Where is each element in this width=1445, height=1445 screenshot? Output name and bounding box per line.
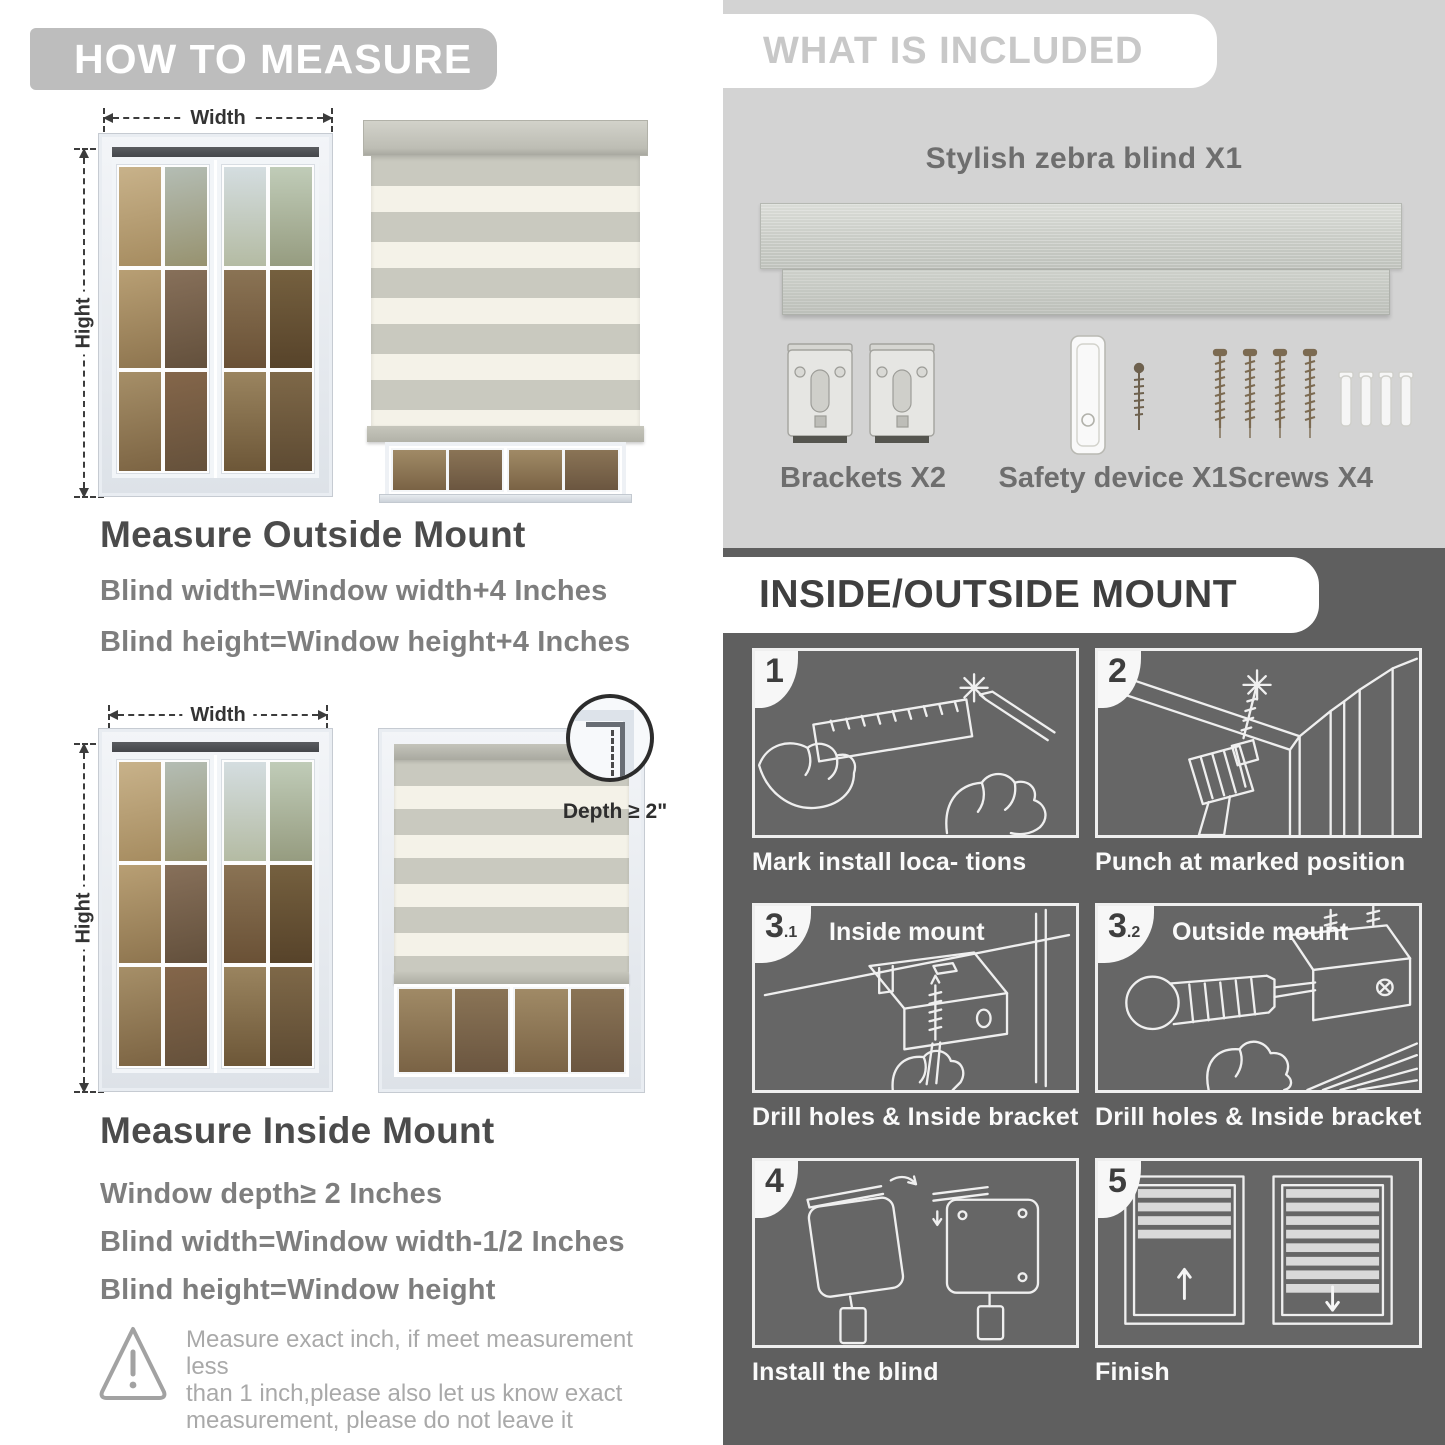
height-label: Hight [73, 886, 96, 949]
inside-outside-mount-header: INSIDE/OUTSIDE MOUNT [723, 557, 1319, 633]
window-sash-right [217, 160, 319, 478]
window-pane [119, 762, 161, 861]
step-badge: 3 .1 [755, 906, 811, 963]
window-pane [224, 167, 266, 266]
step-panel-1 [752, 648, 1079, 838]
window-pane [224, 762, 266, 861]
window-pane [119, 270, 161, 369]
window-sash-right [217, 755, 319, 1073]
blind-bottom-rail [394, 972, 629, 984]
step-caption-3-1: Drill holes & Inside bracket [752, 1103, 1079, 1131]
width-label: Width [182, 106, 253, 130]
brackets-icon [785, 338, 937, 456]
blind-headrail-lower [782, 269, 1390, 315]
rolled-blind-strip [112, 147, 319, 157]
window-pane [119, 372, 161, 471]
window-pane [165, 865, 207, 964]
window-pane [270, 967, 312, 1066]
zebra-blind-outside-illustration [363, 120, 648, 503]
window-pane [165, 167, 207, 266]
step-badge: 2 [1098, 651, 1141, 708]
width-arrow-inside [108, 703, 328, 727]
inside-mount-line: Blind height=Window height [100, 1274, 496, 1306]
window-sash-left [112, 160, 214, 478]
window-pane [224, 270, 266, 369]
window-photo-inside [98, 728, 333, 1092]
screws-icon [1208, 348, 1418, 453]
window-pane [165, 372, 207, 471]
safety-device-icon [1053, 332, 1173, 460]
window-pane [224, 967, 266, 1066]
step-title: Outside mount [1172, 918, 1349, 946]
safety-device-label: Safety device X1 [998, 462, 1228, 494]
step-panel-3-1 [752, 903, 1079, 1093]
mark-location-illustration [755, 651, 1076, 835]
how-to-measure-header [30, 28, 497, 90]
height-arrow-inside [72, 743, 96, 1093]
inside-outside-mount-section [723, 548, 1445, 1445]
inside-mount-line: Blind width=Window width-1/2 Inches [100, 1226, 625, 1258]
what-is-included-header: WHAT IS INCLUDED [723, 14, 1217, 88]
blind-stripes [371, 156, 640, 426]
window-pane [224, 372, 266, 471]
depth-label: Depth ≥ 2" [562, 800, 668, 823]
install-blind-illustration [755, 1161, 1076, 1345]
drill-ceiling-illustration [1098, 651, 1419, 835]
window-photo-outside [98, 133, 333, 497]
step-panel-5 [1095, 1158, 1422, 1348]
height-arrow-outside [72, 148, 96, 498]
step-title: Inside mount [829, 918, 985, 946]
height-label: Hight [73, 291, 96, 354]
window-pane [119, 167, 161, 266]
step-panel-2 [1095, 648, 1422, 838]
window-pane [270, 372, 312, 471]
width-arrow-outside [103, 106, 333, 130]
step-caption-3-2: Drill holes & Inside bracket [1095, 1103, 1422, 1131]
window-pane [270, 270, 312, 369]
step-caption-2: Punch at marked position [1095, 848, 1406, 876]
blind-stripes [394, 760, 629, 972]
window-pane [165, 270, 207, 369]
step-badge: 3 .2 [1098, 906, 1154, 963]
inside-mounted-blind-illustration [378, 728, 645, 1093]
window-pane [270, 167, 312, 266]
blind-headrail-image [760, 203, 1402, 269]
blind-cassette [363, 120, 648, 156]
how-to-measure-title: HOW TO MEASURE [74, 36, 473, 82]
window-pane [224, 865, 266, 964]
what-is-included-section [723, 0, 1445, 548]
window-pane [165, 967, 207, 1066]
brackets-label: Brackets X2 [779, 462, 947, 494]
window-pane [119, 967, 161, 1066]
product-label: Stylish zebra blind X1 [925, 142, 1243, 175]
width-label: Width [182, 703, 253, 727]
step-panel-4 [752, 1158, 1079, 1348]
step-caption-4: Install the blind [752, 1358, 939, 1386]
window-pane [165, 762, 207, 861]
rolled-blind-strip [112, 742, 319, 752]
screws-label: Screws X4 [1227, 462, 1374, 494]
blind-bottom-rail [367, 426, 644, 442]
step-badge: 5 [1098, 1161, 1141, 1218]
warning-text: Measure exact inch, if meet measurement less than 1 inch,please also let us know exact measurement, please do not leave it [186, 1326, 633, 1434]
outside-mount-line: Blind height=Window height+4 Inches [100, 626, 631, 658]
window-pane [119, 865, 161, 964]
inside-mount-line: Window depth≥ 2 Inches [100, 1178, 443, 1210]
magnifier-icon [566, 694, 654, 782]
step-badge: 1 [755, 651, 798, 708]
outside-mount-heading: Measure Outside Mount [100, 514, 526, 555]
window-sash-left [112, 755, 214, 1073]
inside-mount-heading: Measure Inside Mount [100, 1110, 495, 1151]
window-sill [379, 494, 632, 503]
step-badge: 4 [755, 1161, 798, 1218]
step-caption-1: Mark install loca- tions [752, 848, 1027, 876]
step-panel-3-2 [1095, 903, 1422, 1093]
window-pane [270, 865, 312, 964]
window-pane [270, 762, 312, 861]
step-caption-5: Finish [1095, 1358, 1170, 1386]
warning-triangle-icon [96, 1322, 170, 1404]
outside-mount-line: Blind width=Window width+4 Inches [100, 575, 608, 607]
finish-illustration [1098, 1161, 1419, 1345]
